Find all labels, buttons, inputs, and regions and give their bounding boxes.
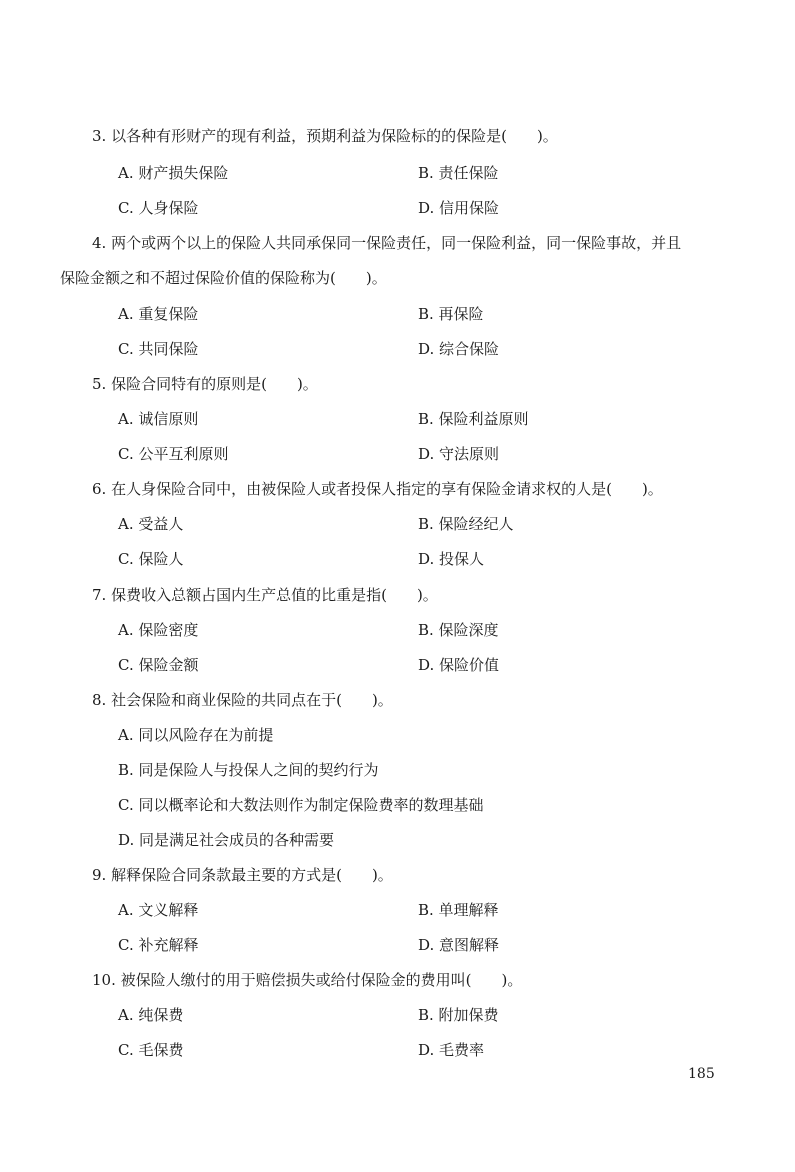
question-text: 在人身保险合同中，由被保险人或者投保人指定的享有保险金请求权的人是( )。 — [111, 480, 663, 498]
question-text: 保费收入总额占国内生产总值的比重是指( )。 — [111, 586, 438, 604]
option-d: D. 意图解释 — [418, 936, 500, 954]
question-number: 7. — [92, 586, 107, 604]
question-number: 10. — [92, 971, 116, 989]
option-b: B. 保险经纪人 — [418, 515, 514, 533]
question-text: 解释保险合同条款最主要的方式是( )。 — [111, 866, 393, 884]
question-text: 保险合同特有的原则是( )。 — [111, 375, 318, 393]
option-a: A. 保险密度 — [118, 621, 199, 639]
question-5 — [92, 374, 318, 394]
option-b: B. 保险利益原则 — [418, 410, 529, 428]
option-b: B. 责任保险 — [418, 164, 499, 182]
question-number: 9. — [92, 866, 107, 884]
question-4-continuation: 保险金额之和不超过保险价值的保险称为( )。 — [60, 269, 387, 287]
option-a: A. 同以风险存在为前提 — [118, 726, 274, 744]
question-number: 4. — [92, 234, 107, 252]
question-6 — [92, 479, 663, 499]
option-c: C. 共同保险 — [118, 340, 199, 358]
question-9 — [92, 865, 393, 885]
option-d: D. 综合保险 — [418, 340, 500, 358]
question-number: 5. — [92, 375, 107, 393]
page-number: 185 — [688, 1066, 715, 1082]
option-d: D. 毛费率 — [418, 1041, 485, 1059]
option-c: C. 毛保费 — [118, 1041, 184, 1059]
option-a: A. 诚信原则 — [118, 410, 199, 428]
question-text: 两个或两个以上的保险人共同承保同一保险责任，同一保险利益，同一保险事故，并且 — [111, 234, 682, 252]
option-b: B. 单理解释 — [418, 901, 499, 919]
question-3 — [92, 126, 558, 146]
question-text: 社会保险和商业保险的共同点在于( )。 — [111, 691, 393, 709]
option-c: C. 保险金额 — [118, 656, 199, 674]
question-number: 8. — [92, 691, 107, 709]
option-d: D. 投保人 — [418, 550, 485, 568]
option-d: D. 保险价值 — [418, 656, 500, 674]
option-a: A. 受益人 — [118, 515, 184, 533]
option-c: C. 保险人 — [118, 550, 184, 568]
option-b: B. 再保险 — [418, 305, 484, 323]
option-a: A. 文义解释 — [118, 901, 199, 919]
question-8 — [92, 690, 393, 710]
option-c: C. 公平互利原则 — [118, 445, 229, 463]
option-a: A. 重复保险 — [118, 305, 199, 323]
option-d: D. 信用保险 — [418, 199, 500, 217]
option-c: C. 补充解释 — [118, 936, 199, 954]
question-text: 以各种有形财产的现有利益，预期利益为保险标的的保险是( )。 — [111, 127, 558, 145]
question-10 — [92, 970, 522, 990]
option-c: C. 人身保险 — [118, 199, 199, 217]
option-d: D. 守法原则 — [418, 445, 500, 463]
question-number: 6. — [92, 480, 107, 498]
question-number: 3. — [92, 127, 107, 145]
option-d: D. 同是满足社会成员的各种需要 — [118, 831, 335, 849]
option-c: C. 同以概率论和大数法则作为制定保险费率的数理基础 — [118, 796, 484, 814]
option-b: B. 附加保费 — [418, 1006, 499, 1024]
question-4 — [92, 233, 681, 253]
option-b: B. 同是保险人与投保人之间的契约行为 — [118, 761, 379, 779]
question-7 — [92, 585, 438, 605]
option-a: A. 纯保费 — [118, 1006, 184, 1024]
option-b: B. 保险深度 — [418, 621, 499, 639]
option-a: A. 财产损失保险 — [118, 164, 229, 182]
question-text: 被保险人缴付的用于赔偿损失或给付保险金的费用叫( )。 — [120, 971, 523, 989]
